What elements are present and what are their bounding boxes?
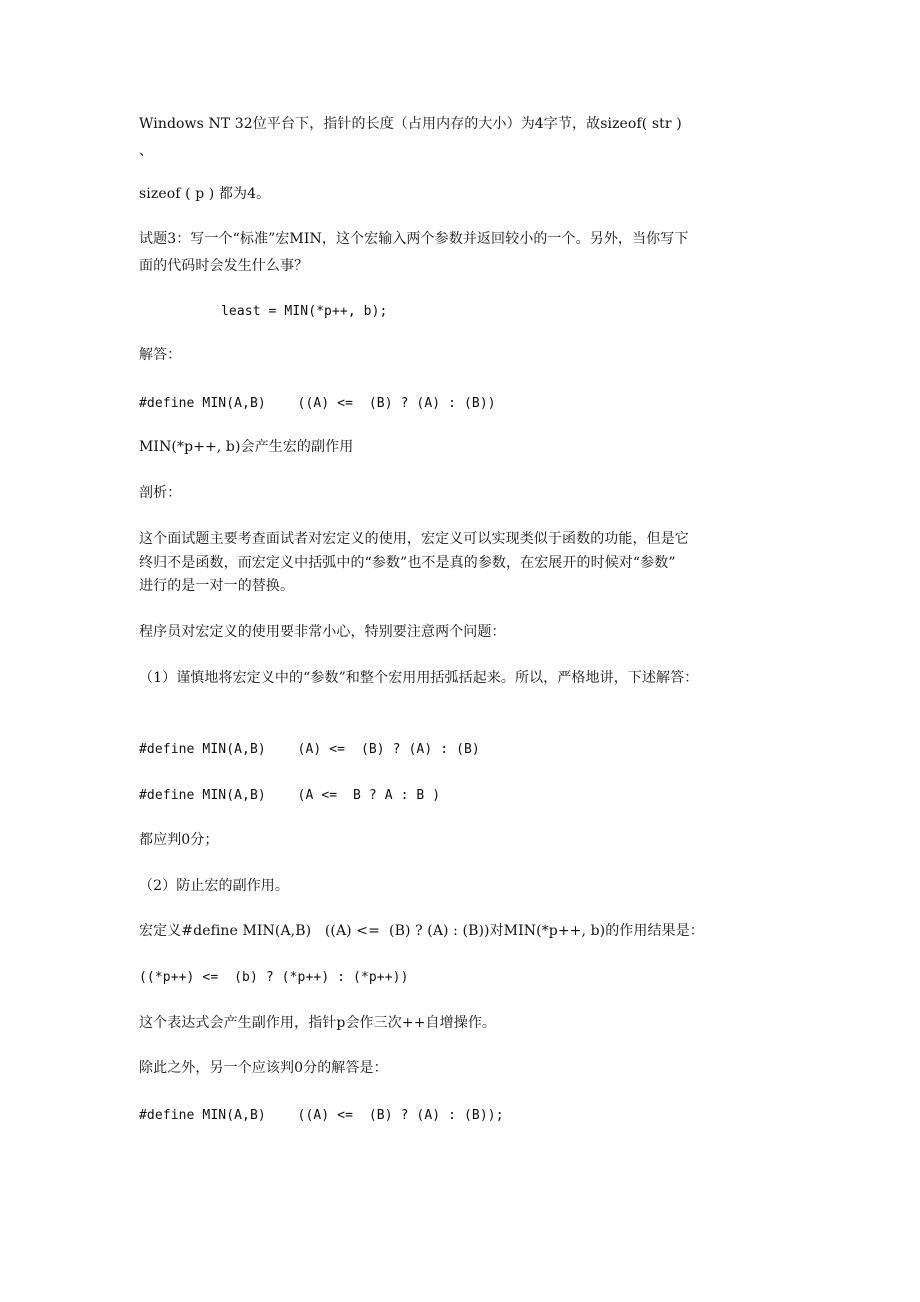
analysis-heading: 剖析： xyxy=(139,485,182,501)
issue-1: （1）谨慎地将宏定义中的“参数”和整个宏用用括弧括起来。所以，严格地讲，下述解答： xyxy=(139,670,699,686)
analysis-line-3: 进行的是一对一的替换。 xyxy=(139,578,295,594)
paragraph-macro-result: 宏定义#define MIN(A,B) ((A) <= (B) ? (A) : (B))对MIN(*p++, b)的作用结果是： xyxy=(139,923,704,939)
analysis-line-2: 终归不是函数，而宏定义中括弧中的“参数”也不是真的参数，在宏展开的时候对“参数” xyxy=(139,555,676,571)
code-define-min-wrong-2: #define MIN(A,B) (A <= B ? A : B ) xyxy=(139,788,441,803)
question-3-line-2: 面的代码时会发生什么事？ xyxy=(139,258,309,274)
paragraph-two-issues: 程序员对宏定义的使用要非常小心，特别要注意两个问题： xyxy=(139,624,506,640)
code-define-min-correct: #define MIN(A,B) ((A) <= (B) ? (A) : (B)) xyxy=(139,396,496,411)
code-define-min-wrong-1: #define MIN(A,B) (A) <= (B) ? (A) : (B) xyxy=(139,742,480,757)
paragraph-pointer-size: Windows NT 32位平台下，指针的长度（占用内存的大小）为4字节，故sizeof( str ) xyxy=(139,116,682,132)
paragraph-triple-increment: 这个表达式会产生副作用，指针p会作三次++自增操作。 xyxy=(139,1015,497,1031)
paragraph-zero-score: 都应判0分； xyxy=(139,832,219,848)
question-3-line-1: 试题3：写一个“标准”宏MIN，这个宏输入两个参数并返回较小的一个。另外，当你写下 xyxy=(139,231,689,247)
paragraph-sizeof-result: sizeof ( p ) 都为4。 xyxy=(139,186,271,202)
code-define-min-semicolon: #define MIN(A,B) ((A) <= (B) ? (A) : (B)); xyxy=(139,1108,504,1123)
answer-heading: 解答： xyxy=(139,347,182,363)
issue-2: （2）防止宏的副作用。 xyxy=(139,878,290,894)
code-least-min: least = MIN(*p++, b); xyxy=(221,304,388,319)
analysis-line-1: 这个面试题主要考查面试者对宏定义的使用，宏定义可以实现类似于函数的功能，但是它 xyxy=(139,531,689,547)
paragraph-pointer-size-continued: 、 xyxy=(139,143,154,159)
code-expansion-result: ((*p++) <= (b) ? (*p++) : (*p++)) xyxy=(139,970,409,985)
paragraph-side-effect: MIN(*p++, b)会产生宏的副作用 xyxy=(139,439,354,455)
paragraph-another-wrong-answer: 除此之外，另一个应该判0分的解答是： xyxy=(139,1060,388,1076)
